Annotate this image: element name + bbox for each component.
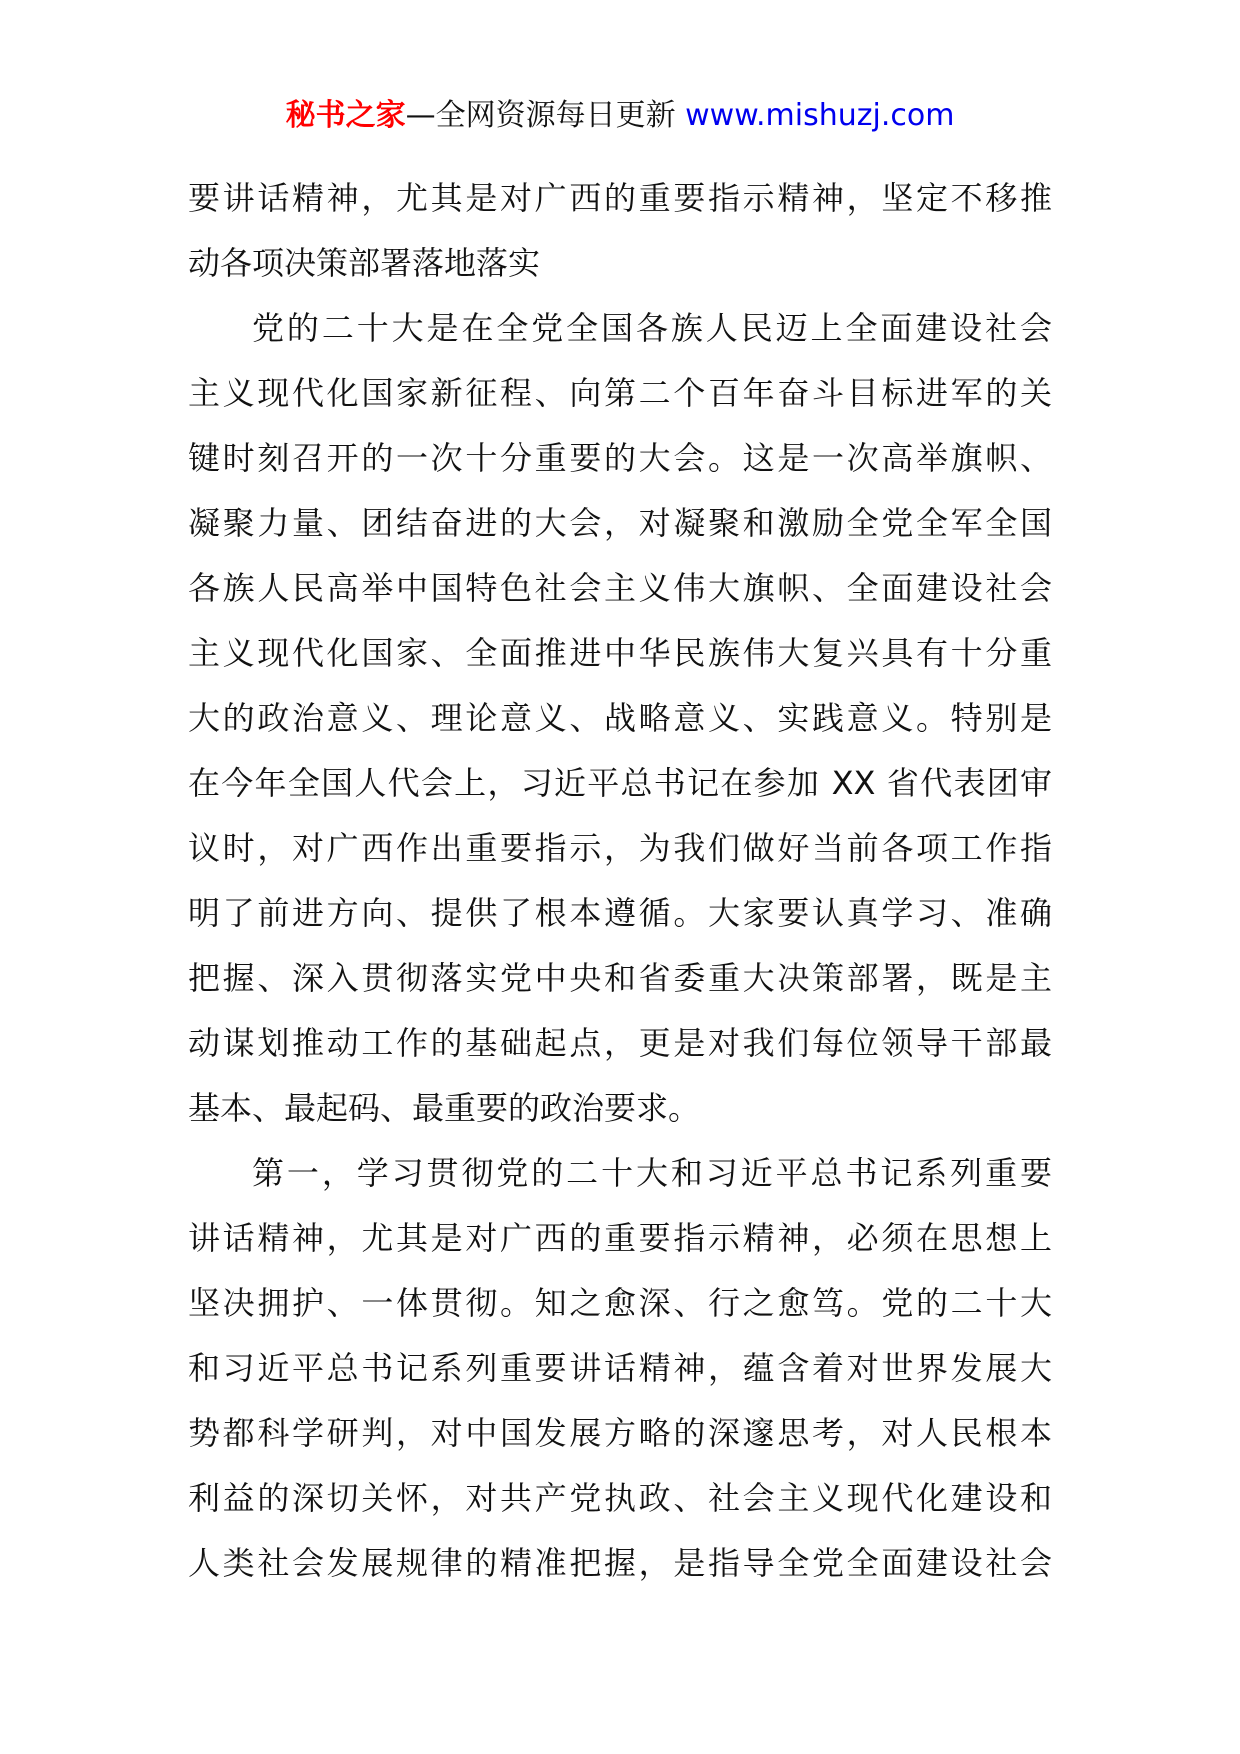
text-line: 键时刻召开的一次十分重要的大会。这是一次高举旗帜、 xyxy=(188,439,1052,477)
text-line: 动各项决策部署落地落实 xyxy=(188,244,541,282)
text-line: 讲话精神，尤其是对广西的重要指示精神，必须在思想上 xyxy=(188,1219,1052,1257)
paragraph-start-line: 党的二十大是在全党全国各族人民迈上全面建设社会 xyxy=(252,309,1052,347)
text-line: 凝聚力量、团结奋进的大会，对凝聚和激励全党全军全国 xyxy=(188,504,1052,542)
text-line: 主义现代化国家新征程、向第二个百年奋斗目标进军的关 xyxy=(188,374,1052,412)
text-line: 明了前进方向、提供了根本遵循。大家要认真学习、准确 xyxy=(188,894,1052,932)
text-line: 人类社会发展规律的精准把握，是指导全党全面建设社会 xyxy=(188,1544,1052,1582)
site-slogan: —全网资源每日更新 xyxy=(405,98,676,133)
paragraph-start-line: 第一，学习贯彻党的二十大和习近平总书记系列重要 xyxy=(252,1154,1052,1192)
text-line: 要讲话精神，尤其是对广西的重要指示精神，坚定不移推 xyxy=(188,179,1052,217)
text-line: 各族人民高举中国特色社会主义伟大旗帜、全面建设社会 xyxy=(188,569,1052,607)
text-line: 基本、最起码、最重要的政治要求。 xyxy=(188,1089,701,1127)
text-line: 坚决拥护、一体贯彻。知之愈深、行之愈笃。党的二十大 xyxy=(188,1284,1052,1322)
document-body xyxy=(188,166,1052,1596)
text-line: 利益的深切关怀，对共产党执政、社会主义现代化建设和 xyxy=(188,1479,1052,1517)
text-line: 主义现代化国家、全面推进中华民族伟大复兴具有十分重 xyxy=(188,634,1052,672)
site-header xyxy=(0,96,1240,136)
site-brand: 秘书之家 xyxy=(285,98,406,133)
text-line: 议时，对广西作出重要指示，为我们做好当前各项工作指 xyxy=(188,829,1052,867)
text-line: 动谋划推动工作的基础起点，更是对我们每位领导干部最 xyxy=(188,1024,1052,1062)
text-line: 把握、深入贯彻落实党中央和省委重大决策部署，既是主 xyxy=(188,959,1052,997)
text-line: 大的政治意义、理论意义、战略意义、实践意义。特别是 xyxy=(188,699,1052,737)
text-line: 和习近平总书记系列重要讲话精神，蕴含着对世界发展大 xyxy=(188,1349,1052,1387)
text-line: 势都科学研判，对中国发展方略的深邃思考，对人民根本 xyxy=(188,1414,1052,1452)
text-line: 在今年全国人代会上，习近平总书记在参加 XX 省代表团审 xyxy=(188,764,1052,802)
site-url-link[interactable]: www.mishuzj.com xyxy=(685,98,955,133)
